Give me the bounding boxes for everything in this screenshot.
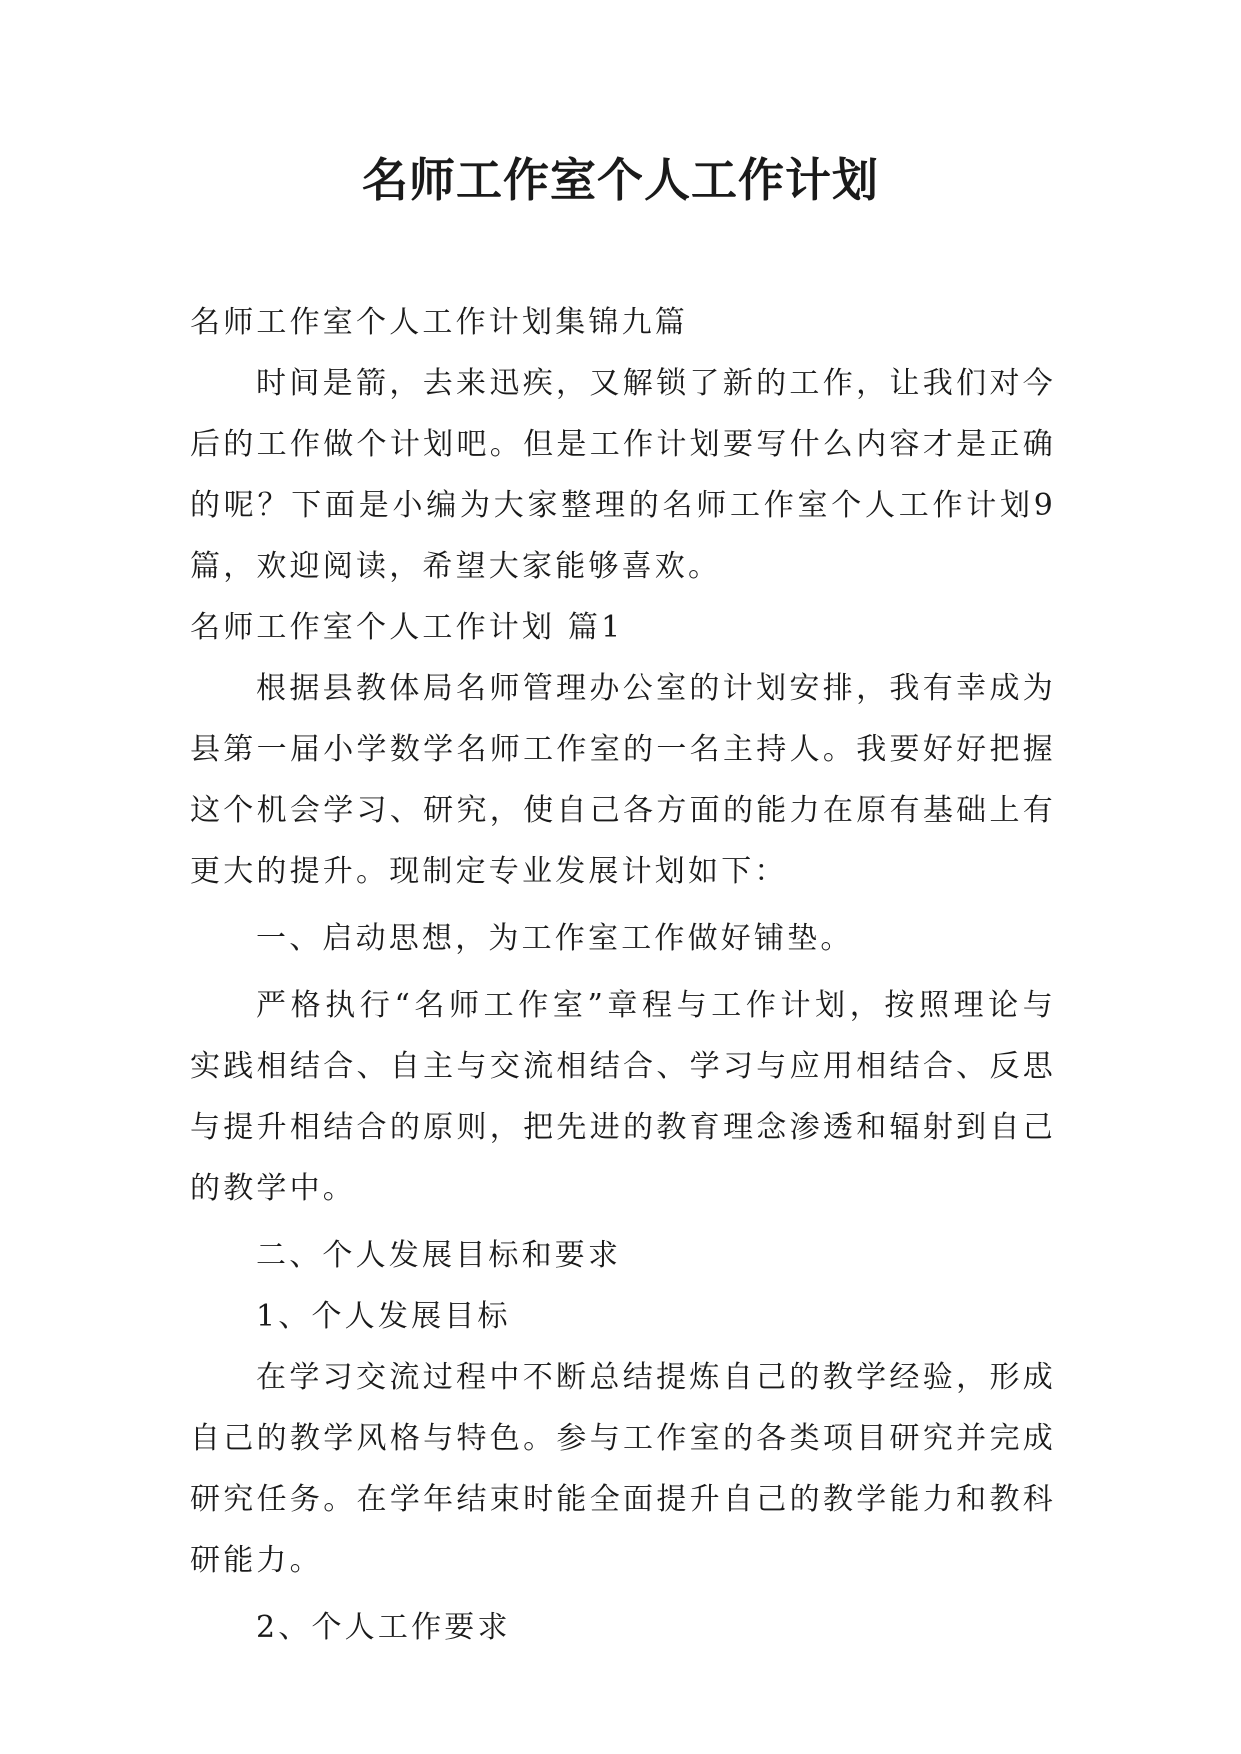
intro-paragraph: 时间是箭，去来迅疾，又解锁了新的工作，让我们对今后的工作做个计划吧。但是工作计划要写什么内容才是正确的呢？下面是小编为大家整理的名师工作室个人工作计划9篇，欢迎阅读，希望大家能够喜欢。 [190,366,1056,584]
subheading-goals: 1、个人发展目标 [256,1299,511,1334]
body-paragraph: 严格执行“名师工作室”章程与工作计划，按照理论与实践相结合、自主与交流相结合、学习与应用相结合、反思与提升相结合的原则，把先进的教育理念渗透和辐射到自己的教学中。 [190,988,1056,1206]
heading-one: 一、启动思想，为工作室工作做好铺垫。 [256,921,854,956]
subheading-requirements: 2、个人工作要求 [256,1610,511,1645]
body-paragraph: 在学习交流过程中不断总结提炼自己的教学经验，形成自己的教学风格与特色。参与工作室的各类项目研究并完成研究任务。在学年结束时能全面提升自己的教学能力和教科研能力。 [190,1360,1056,1578]
body-paragraph: 根据县教体局名师管理办公室的计划安排，我有幸成为县第一届小学数学名师工作室的一名主持人。我要好好把握这个机会学习、研究，使自己各方面的能力在原有基础上有更大的提升。现制定专业发展计划如下： [190,671,1056,889]
subtitle-paragraph: 名师工作室个人工作计划集锦九篇 [190,305,688,340]
document-body [190,292,1056,1658]
heading-two: 二、个人发展目标和要求 [256,1238,622,1273]
document-title: 名师工作室个人工作计划 [362,153,879,207]
section-heading-part-1: 名师工作室个人工作计划 篇1 [190,610,624,645]
